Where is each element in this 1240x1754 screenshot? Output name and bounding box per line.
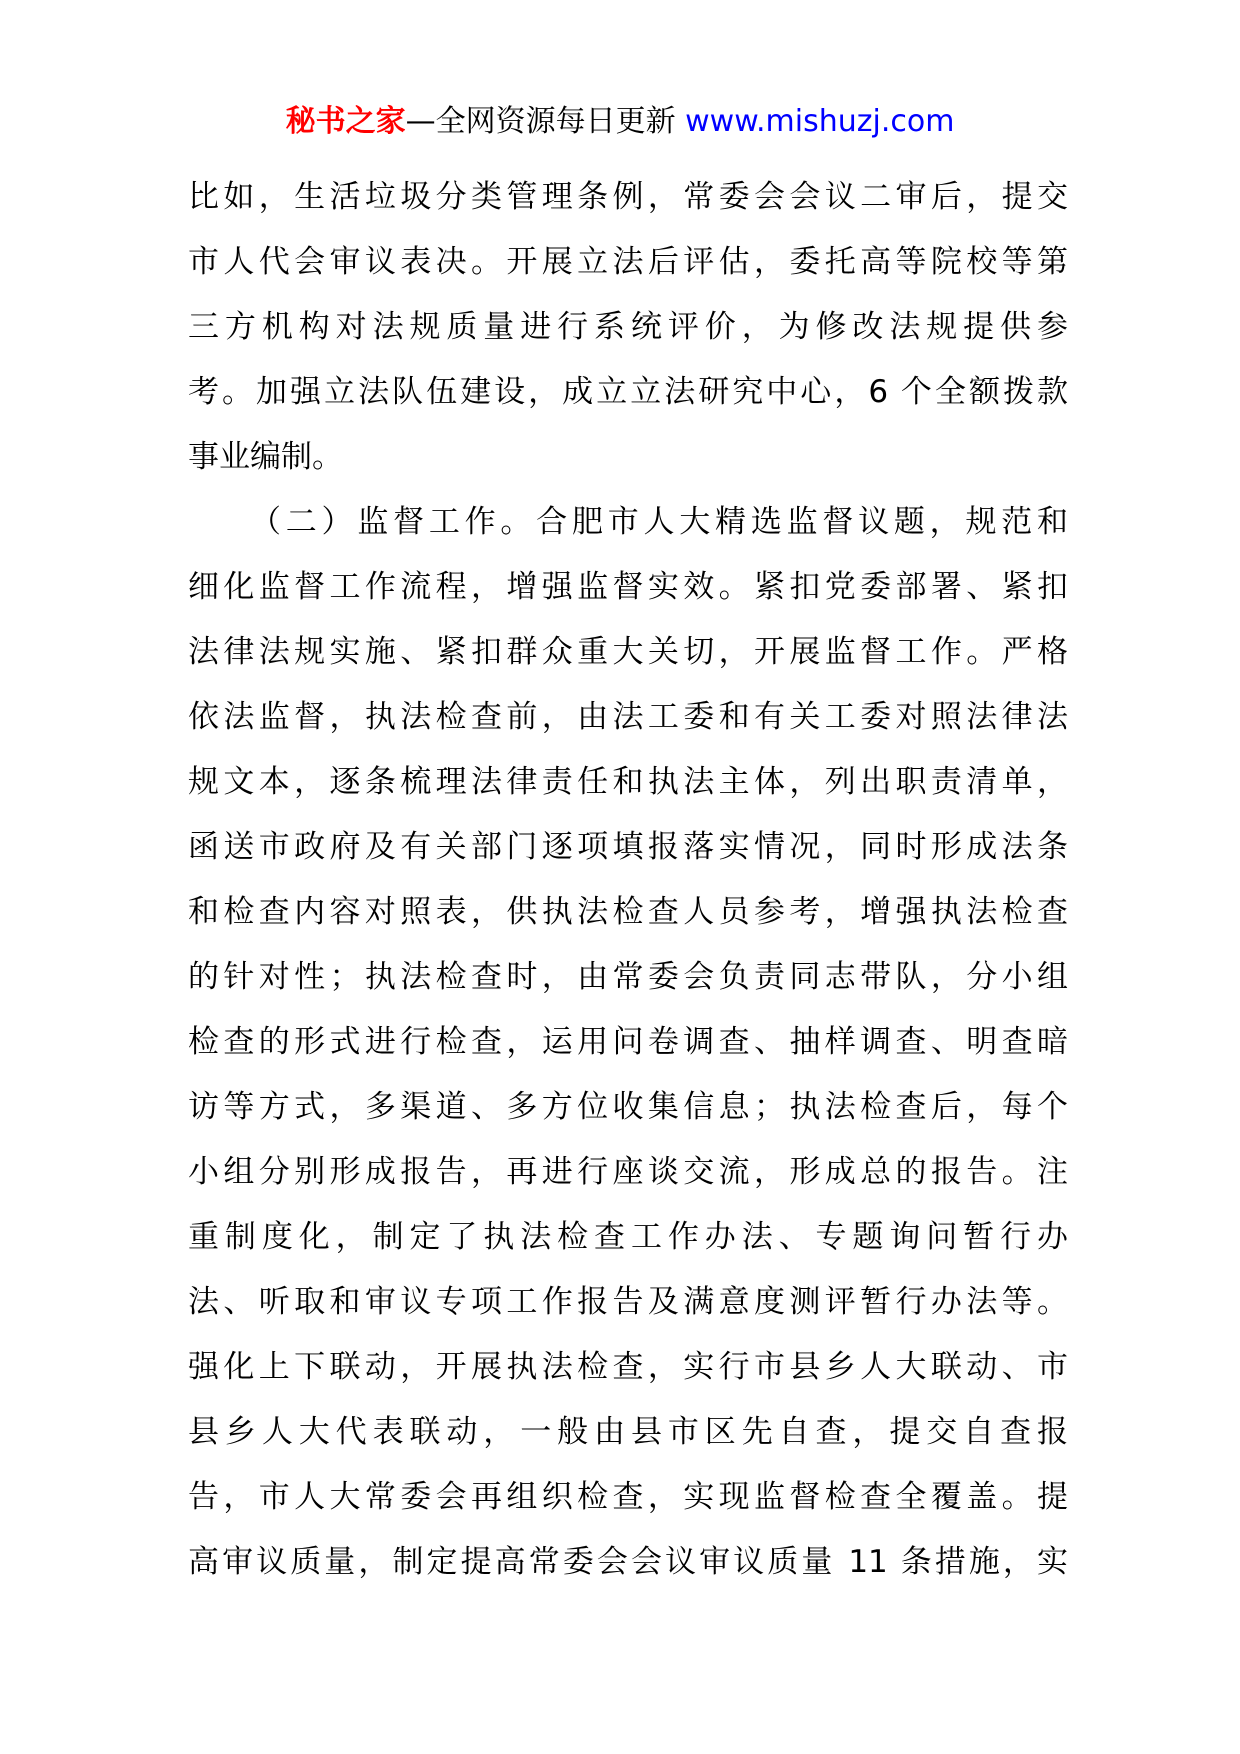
text-line: 函送市政府及有关部门逐项填报落实情况，同时形成法条 <box>188 829 1068 865</box>
text-line: 访等方式，多渠道、多方位收集信息；执法检查后，每个 <box>188 1089 1068 1125</box>
text-line: 县乡人大代表联动，一般由县市区先自查，提交自查报 <box>188 1414 1068 1450</box>
text-line: 高审议质量，制定提高常委会会议审议质量 11 条措施，实 <box>188 1544 1068 1580</box>
text-line: 重制度化，制定了执法检查工作办法、专题询问暂行办 <box>188 1219 1068 1255</box>
text-line: 检查的形式进行检查，运用问卷调查、抽样调查、明查暗 <box>188 1024 1068 1060</box>
section-heading-line: （二）监督工作。合肥市人大精选监督议题，规范和 <box>250 504 1068 540</box>
text-line: 和检查内容对照表，供执法检查人员参考，增强执法检查 <box>188 894 1068 930</box>
text-line: 告，市人大常委会再组织检查，实现监督检查全覆盖。提 <box>188 1479 1068 1515</box>
text-line: 依法监督，执法检查前，由法工委和有关工委对照法律法 <box>188 699 1068 735</box>
text-line: 市人代会审议表决。开展立法后评估，委托高等院校等第 <box>188 244 1068 280</box>
site-header <box>0 100 1240 144</box>
text-line: 法律法规实施、紧扣群众重大关切，开展监督工作。严格 <box>188 634 1068 670</box>
text-line: 事业编制。 <box>188 439 343 475</box>
paragraph-legislation <box>188 165 1068 490</box>
paragraph-supervision <box>188 490 1068 1595</box>
text-line: 强化上下联动，开展执法检查，实行市县乡人大联动、市 <box>188 1349 1068 1385</box>
text-line: 三方机构对法规质量进行系统评价，为修改法规提供参 <box>188 309 1068 345</box>
header-tagline: —全网资源每日更新 <box>405 104 686 139</box>
document-body <box>188 165 1068 1595</box>
text-line: 小组分别形成报告，再进行座谈交流，形成总的报告。注 <box>188 1154 1068 1190</box>
text-line: 法、听取和审议专项工作报告及满意度测评暂行办法等。 <box>188 1284 1068 1320</box>
site-url-link[interactable]: www.mishuzj.com <box>685 104 955 139</box>
text-line: 比如，生活垃圾分类管理条例，常委会会议二审后，提交 <box>188 179 1068 215</box>
brand-name: 秘书之家 <box>285 104 406 139</box>
text-line: 的针对性；执法检查时，由常委会负责同志带队，分小组 <box>188 959 1068 995</box>
text-line: 规文本，逐条梳理法律责任和执法主体，列出职责清单， <box>188 764 1068 800</box>
text-line: 考。加强立法队伍建设，成立立法研究中心，6 个全额拨款 <box>188 374 1068 410</box>
text-line: 细化监督工作流程，增强监督实效。紧扣党委部署、紧扣 <box>188 569 1068 605</box>
